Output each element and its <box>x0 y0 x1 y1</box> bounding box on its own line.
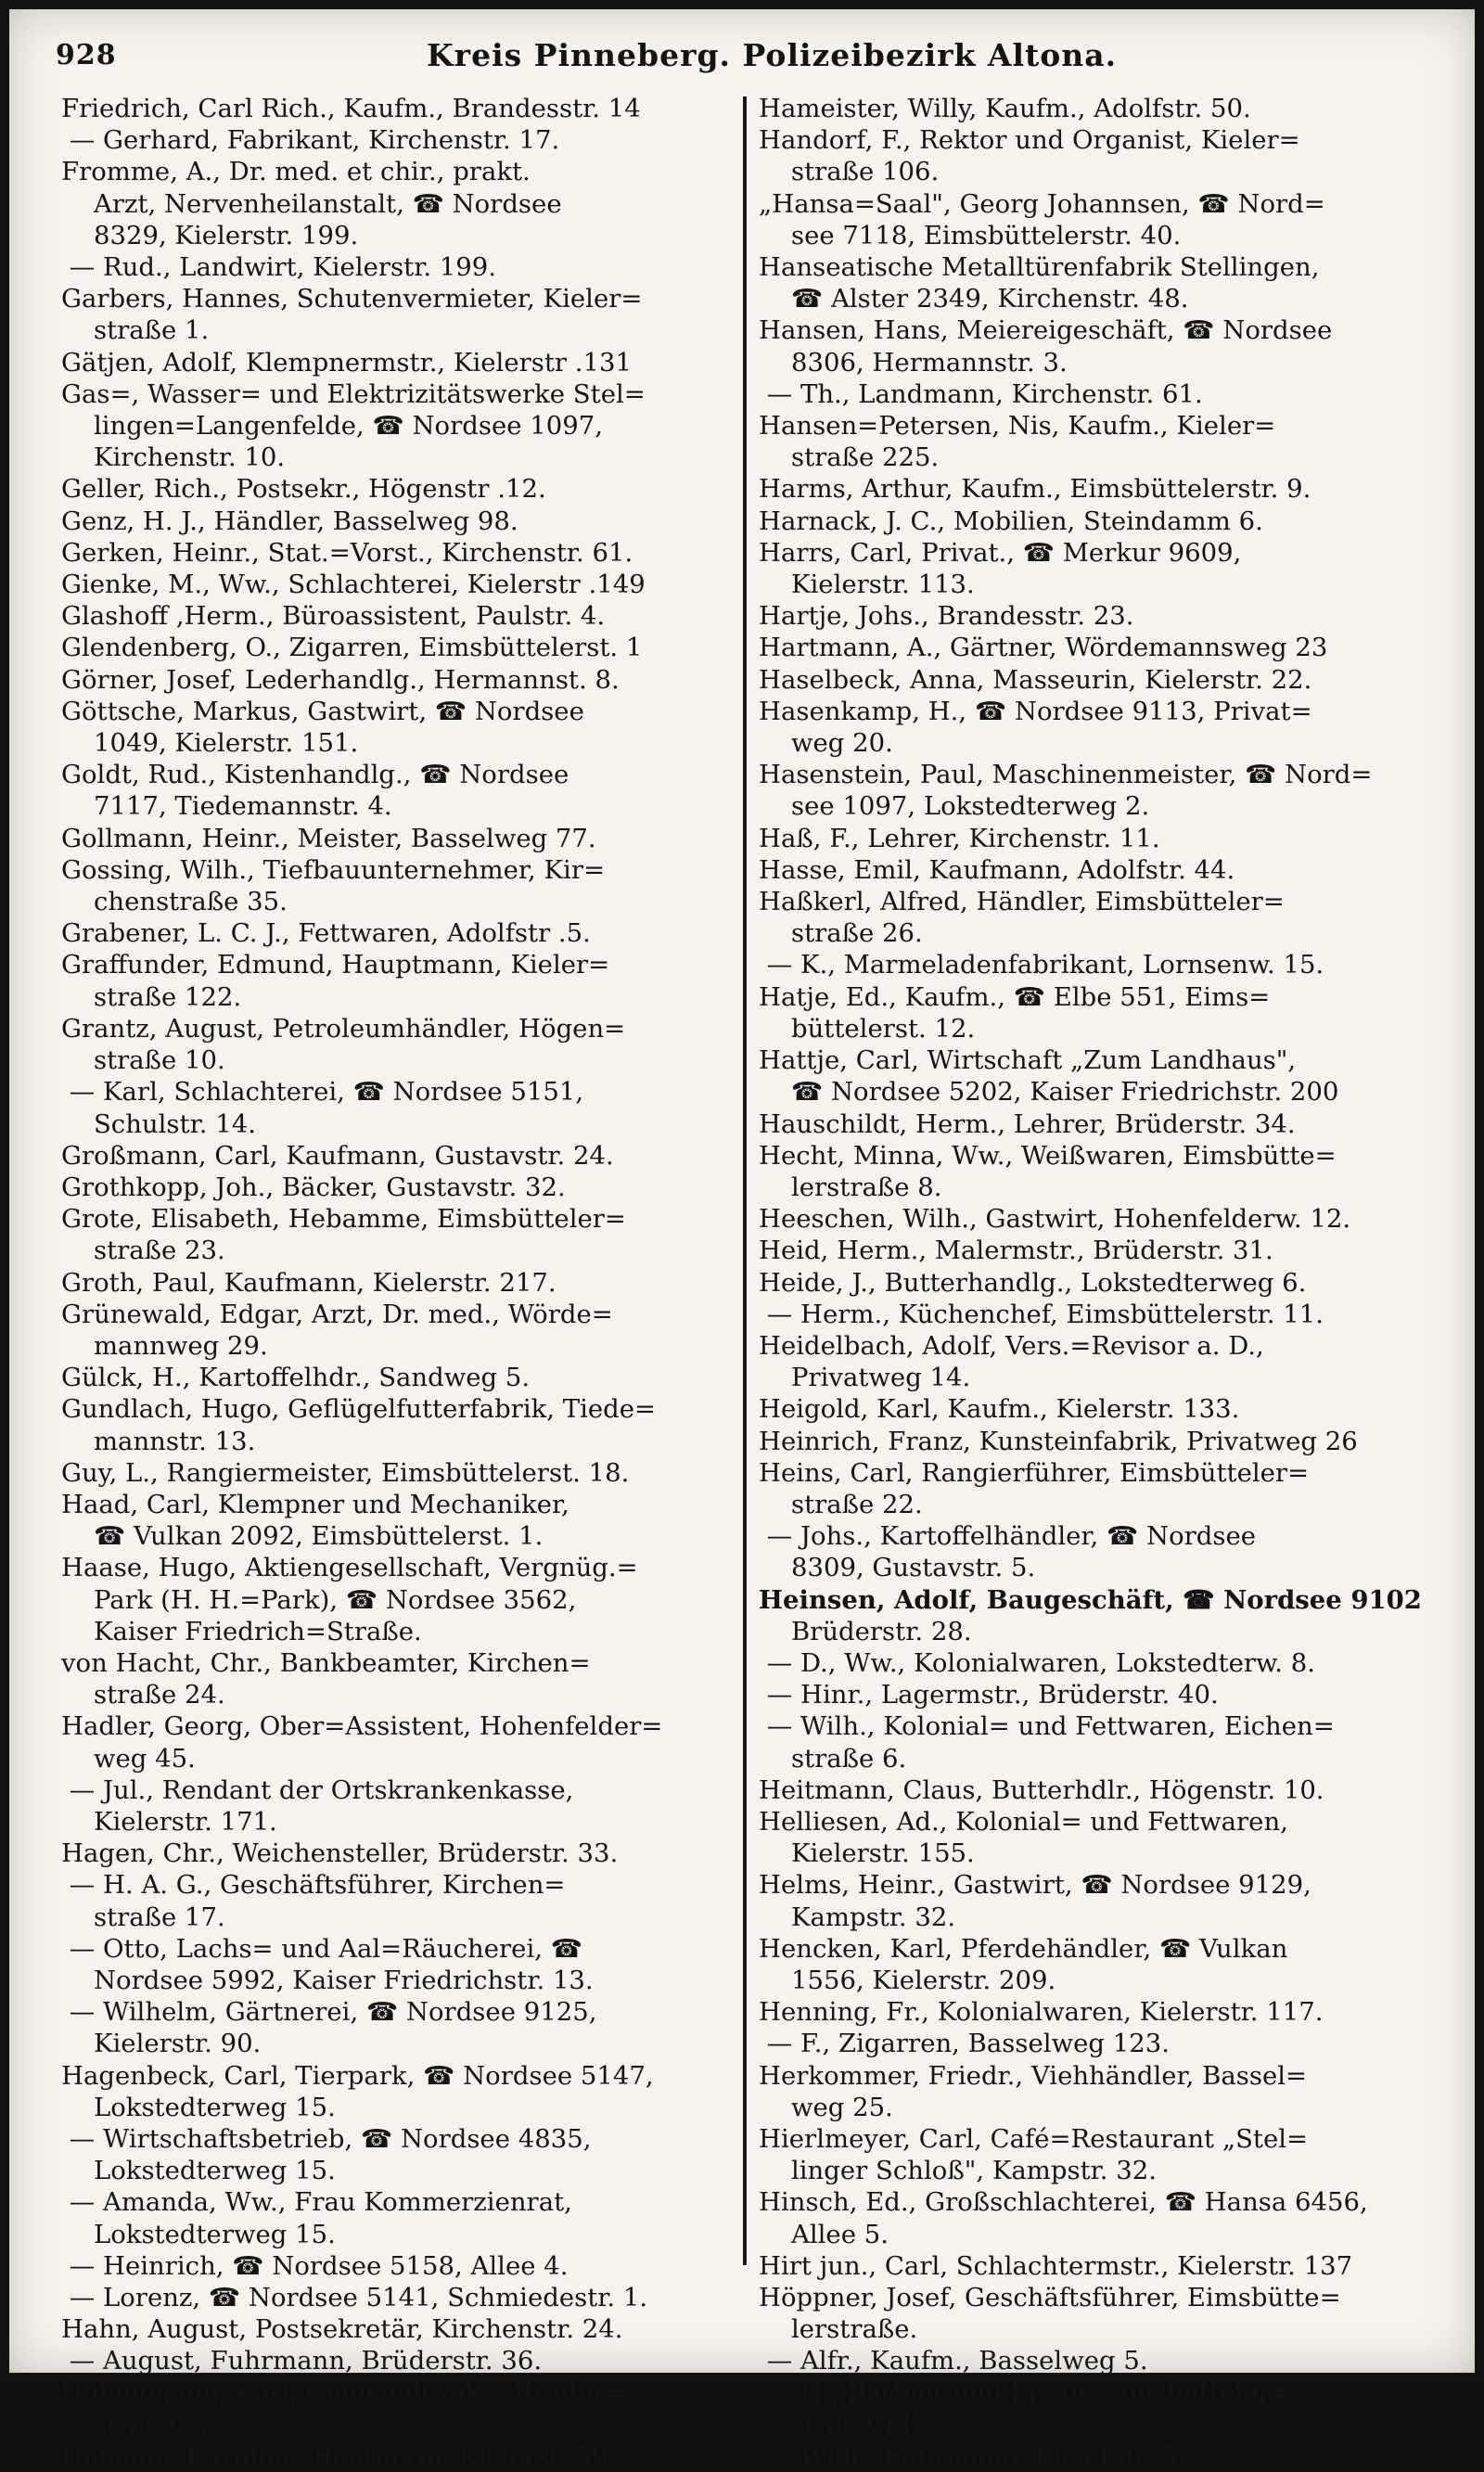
directory-entry-line: Hasenkamp, H., ☎ Nordsee 9113, Privat= <box>759 696 1312 726</box>
directory-entry-line: Kielerstr. 171. <box>61 1806 277 1837</box>
directory-entry-line: straße 1. <box>61 315 210 346</box>
page-header <box>56 33 1410 89</box>
directory-entry-line: „Hansa=Saal", Georg Johannsen, ☎ Nord= <box>759 188 1325 219</box>
directory-entry-line: Heinsen, Adolf, Baugeschäft, ☎ Nordsee 9102 <box>759 1584 1422 1615</box>
directory-entry-line: Heeschen, Wilh., Gastwirt, Hohenfelderw. 12. <box>759 1204 1351 1235</box>
directory-entry-line: straße 225. <box>759 442 940 473</box>
directory-entry-line: Allee 5. <box>759 2219 889 2249</box>
directory-entry-line: linger Schloß", Kampstr. 32. <box>759 2156 1157 2186</box>
directory-entry-line: — Jul., Rendant der Ortskrankenkasse, <box>61 1774 574 1805</box>
directory-entry-line: — Lorenz, ☎ Nordsee 5141, Schmiedestr. 1. <box>61 2283 648 2313</box>
directory-entry-line: Heins, Carl, Rangierführer, Eimsbütteler= <box>759 1457 1310 1488</box>
directory-entry-line: Hauschildt, Herm., Lehrer, Brüderstr. 34. <box>759 1108 1296 1139</box>
directory-entry-line: lerstraße. <box>759 2314 918 2345</box>
directory-entry-line: Glendenberg, O., Zigarren, Eimsbüttelerst. 1 <box>61 633 643 663</box>
directory-entry-line: Privatweg 14. <box>759 1363 971 1393</box>
directory-entry-line: lingen=Langenfelde, ☎ Nordsee 1097, <box>61 411 603 442</box>
directory-entry-line: Gossing, Wilh., Tiefbauunternehmer, Kir= <box>61 854 606 885</box>
directory-entry-line: Kaiser Friedrich=Straße. <box>61 1616 422 1646</box>
directory-entry-line: Haselbeck, Anna, Masseurin, Kielerstr. 22. <box>759 664 1312 695</box>
directory-entry-line: Gätjen, Adolf, Klempnermstr., Kielerstr .131 <box>61 347 633 378</box>
column-divider <box>743 96 747 2265</box>
directory-entry-line: mannstr. 13. <box>61 1426 256 1456</box>
directory-entry-line: Heitmann, Claus, Butterhdlr., Högenstr. 10. <box>759 1774 1324 1805</box>
directory-entry-line: Lokstedterweg 15. <box>61 2092 336 2122</box>
directory-entry-line: ☎ Nordsee 5202, Kaiser Friedrichstr. 200 <box>759 1077 1339 1108</box>
directory-entry-line: — Heinrich, ☎ Nordsee 5158, Allee 4. <box>61 2250 569 2281</box>
directory-entry-line: — Wilh., Kolonial= und Fettwaren, Eichen= <box>759 1711 1335 1742</box>
directory-entry-line: straße 23. <box>61 1236 225 1266</box>
directory-entry-line: 8306, Hermannstr. 3. <box>759 347 1068 378</box>
directory-entry-line: Harms, Arthur, Kaufm., Eimsbüttelerstr. 9. <box>759 474 1311 505</box>
directory-entry-line: — Wirtschaftsbetrieb, ☎ Nordsee 4835, <box>61 2124 592 2154</box>
directory-entry-line: Glashoff ,Herm., Büroassistent, Paulstr. 4. <box>61 601 606 632</box>
directory-entry-line: Gas=, Wasser= und Elektrizitätswerke Stel= <box>61 378 646 409</box>
directory-entry-line: ☎ Alster 2349, Kirchenstr. 48. <box>759 284 1189 314</box>
directory-entry-line: Gundlach, Hugo, Geflügelfutterfabrik, Tiede= <box>61 1394 657 1425</box>
directory-entry-line: — Gerhard, Fabrikant, Kirchenstr. 17. <box>61 125 560 156</box>
directory-entry-line: Heigold, Karl, Kaufm., Kielerstr. 133. <box>759 1394 1240 1425</box>
directory-entry-line: Haad, Carl, Klempner und Mechaniker, <box>61 1489 569 1519</box>
directory-entry-line: Hinsch, Ed., Großschlachterei, ☎ Hansa 6456, <box>759 2187 1368 2218</box>
directory-entry-line: straße 24. <box>61 1680 225 1710</box>
directory-entry-line: weg 25. <box>759 2092 893 2122</box>
page-number: 928 <box>56 39 117 71</box>
directory-entry-line: Hadler, Georg, Ober=Assistent, Hohenfelder= <box>61 1711 663 1742</box>
directory-entry-line: 8329, Kielerstr. 199. <box>61 220 359 250</box>
directory-entry-line: Hagenbeck, Carl, Tierpark, ☎ Nordsee 5147, <box>61 2060 654 2091</box>
directory-entry-line: Lokstedterweg 15. <box>61 2156 336 2186</box>
directory-entry-line: straße 10. <box>61 1045 225 1076</box>
directory-entry-line: Haß, F., Lehrer, Kirchenstr. 11. <box>759 823 1160 853</box>
directory-entry-line: Garbers, Hannes, Schutenvermieter, Kieler= <box>61 284 643 314</box>
directory-entry-line: Gienke, M., Ww., Schlachterei, Kielerstr .149 <box>61 570 646 600</box>
directory-entry-line: von Hacht, Chr., Bankbeamter, Kirchen= <box>61 1647 591 1678</box>
directory-entry-line: Park (H. H.=Park), ☎ Nordsee 3562, <box>61 1584 577 1615</box>
directory-entry-line: Heide, J., Butterhandlg., Lokstedterweg 6. <box>759 1267 1307 1298</box>
directory-entry-line: Kielerstr. 113. <box>759 570 975 600</box>
directory-entry-line: Genz, H. J., Händler, Basselweg 98. <box>61 506 518 536</box>
directory-entry-line: see 1097, Lokstedterweg 2. <box>759 791 1150 822</box>
directory-entry-line: Höppner, Josef, Geschäftsführer, Eimsbütte= <box>759 2283 1341 2313</box>
directory-entry-line: Hattje, Carl, Wirtschaft „Zum Landhaus", <box>759 1045 1297 1076</box>
directory-entry-line: Grünewald, Edgar, Arzt, Dr. med., Wörde= <box>61 1299 613 1329</box>
directory-entry-line: — Hinr., Lagermstr., Brüderstr. 40. <box>759 1680 1219 1710</box>
directory-entry-line: Hartmann, A., Gärtner, Wördemannsweg 23 <box>759 633 1328 663</box>
directory-entry-line: Gülck, H., Kartoffelhdr., Sandweg 5. <box>61 1363 531 1393</box>
directory-entry-line: — Karl, Schlachterei, ☎ Nordsee 5151, <box>61 1077 584 1108</box>
directory-entry-line: — F., Zigarren, Basselweg 123. <box>759 2029 1170 2059</box>
directory-entry-line: Nordsee 5992, Kaiser Friedrichstr. 13. <box>61 1965 594 1995</box>
directory-entry-line: Hahn, August, Postsekretär, Kirchenstr. 24. <box>61 2314 623 2345</box>
directory-entry-line: Groth, Paul, Kaufmann, Kielerstr. 217. <box>61 1267 556 1298</box>
directory-entry-line: büttelerst. 12. <box>759 1013 976 1044</box>
directory-entry-line: Hasse, Emil, Kaufmann, Adolfstr. 44. <box>759 854 1235 885</box>
directory-entry-line: Geller, Rich., Postsekr., Högenstr .12. <box>61 474 546 505</box>
directory-entry-line: Großmann, Carl, Kaufmann, Gustavstr. 24. <box>61 1140 614 1171</box>
directory-entry-line: Hansen, Hans, Meiereigeschäft, ☎ Nordsee <box>759 315 1333 346</box>
directory-entry-line: Hameister, Willy, Kaufm., Adolfstr. 50. <box>759 94 1251 123</box>
directory-entry-line: 1556, Kielerstr. 209. <box>759 1965 1056 1995</box>
directory-entry-line: Hartje, Johs., Brandesstr. 23. <box>759 601 1134 632</box>
directory-entry-line: straße 6. <box>759 1743 907 1774</box>
directory-entry-line: Kielerstr. 90. <box>61 2029 262 2059</box>
directory-entry-line: Hecht, Minna, Ww., Weißwaren, Eimsbütte= <box>759 1140 1337 1171</box>
directory-entry-line: Hagen, Chr., Weichensteller, Brüderstr. 33. <box>61 1838 619 1869</box>
directory-entry-line: straße 26. <box>759 918 923 949</box>
directory-entry-line: Kampstr. 32. <box>759 1902 956 1932</box>
directory-entry-line: Schulstr. 14. <box>61 1108 256 1139</box>
directory-entry-line: straße 22. <box>759 1489 923 1519</box>
directory-entry-line: Brüderstr. 28. <box>759 1616 972 1646</box>
directory-entry-line: Graffunder, Edmund, Hauptmann, Kieler= <box>61 950 610 980</box>
directory-entry-line: Haßkerl, Alfred, Händler, Eimsbütteler= <box>759 887 1285 917</box>
directory-entry-line: lerstraße 8. <box>759 1172 942 1202</box>
directory-entry-line: — Wilhelm, Gärtnerei, ☎ Nordsee 9125, <box>61 1997 597 2028</box>
directory-entry-line: Helms, Heinr., Gastwirt, ☎ Nordsee 9129, <box>759 1870 1311 1901</box>
directory-entry-line: Harrs, Carl, Privat., ☎ Merkur 9609, <box>759 537 1242 568</box>
directory-entry-line: Gerken, Heinr., Stat.=Vorst., Kirchenstr. 61. <box>61 537 633 568</box>
directory-entry-line: straße 106. <box>759 157 940 187</box>
directory-entry-line: Hatje, Ed., Kaufm., ☎ Elbe 551, Eims= <box>759 981 1271 1012</box>
left-column <box>61 93 736 2472</box>
directory-entry-line: — D., Ww., Kolonialwaren, Lokstedterw. 8. <box>759 1647 1315 1678</box>
directory-entry-line: straße 11. <box>759 2409 923 2440</box>
directory-entry-line: 7117, Tiedemannstr. 4. <box>61 791 392 822</box>
directory-entry-line: Herkommer, Friedr., Viehhändler, Bassel= <box>759 2060 1308 2091</box>
directory-entry-line: Handorf, F., Rektor und Organist, Kieler= <box>759 125 1300 156</box>
directory-entry-line: straße 122. <box>61 981 242 1012</box>
directory-entry-line: Kirchenstr. 10. <box>61 442 286 473</box>
directory-entry-line: 1049, Kielerstr. 151. <box>61 728 359 759</box>
directory-entry-line: Hamann, Caroline, Rentnerin, Kielerst. 59. <box>61 2441 618 2472</box>
directory-entry-line: Hansen=Petersen, Nis, Kaufm., Kieler= <box>759 411 1276 442</box>
directory-entry-line: mannweg 29. <box>61 1330 268 1361</box>
directory-entry-line: chenstraße 35. <box>61 887 288 917</box>
directory-entry-line: Henning, Fr., Kolonialwaren, Kielerstr. 117. <box>759 1997 1324 2028</box>
directory-entry-line: Heinrich, Franz, Kunsteinfabrik, Privatweg 26 <box>759 1426 1358 1456</box>
directory-entry-line: — H., Barbier und Frisör, Eimsbütteler= <box>759 2377 1292 2408</box>
directory-entry-line: Grantz, August, Petroleumhändler, Högen= <box>61 1013 626 1044</box>
directory-entry-line: Hencken, Karl, Pferdehändler, ☎ Vulkan <box>759 1933 1288 1964</box>
right-column <box>759 93 1428 2472</box>
directory-entry-line: Harnack, J. C., Mobilien, Steindamm 6. <box>759 506 1263 536</box>
directory-entry-line: Goldt, Rud., Kistenhandlg., ☎ Nordsee <box>61 760 569 790</box>
directory-entry-line: Arzt, Nervenheilanstalt, ☎ Nordsee <box>61 188 562 219</box>
directory-entry-line: straße 28. <box>61 2409 225 2440</box>
directory-entry-line: Friedrich, Carl Rich., Kaufm., Brandesstr. 14 <box>61 94 641 123</box>
directory-entry-line: Heidelbach, Adolf, Vers.=Revisor a. D., <box>759 1330 1264 1361</box>
directory-entry-line: Haase, Hugo, Aktiengesellschaft, Vergnüg.= <box>61 1553 638 1583</box>
directory-entry-line: — Johs., Kartoffelhändler, ☎ Nordsee <box>759 1521 1257 1552</box>
directory-entry-line: Hanseatische Metalltürenfabrik Stellingen, <box>759 252 1320 283</box>
directory-entry-line: Grabener, L. C. J., Fettwaren, Adolfstr .5. <box>61 918 591 949</box>
directory-entry-line: Grote, Elisabeth, Hebamme, Eimsbütteler= <box>61 1204 626 1235</box>
directory-entry-line: ☎ Vulkan 2092, Eimsbüttelerst. 1. <box>61 1521 544 1552</box>
directory-entry-line: Guy, L., Rangiermeister, Eimsbüttelerst. 18. <box>61 1457 630 1488</box>
directory-entry-line: straße 17. <box>61 1902 225 1932</box>
directory-entry-line: weg 20. <box>759 728 893 759</box>
directory-entry-line: — Alfr., Kaufm., Basselweg 5. <box>759 2346 1148 2376</box>
directory-entry-line: Göttsche, Markus, Gastwirt, ☎ Nordsee <box>61 696 584 726</box>
directory-entry-line: see 7118, Eimsbüttelerstr. 40. <box>759 220 1182 250</box>
directory-entry-line: Grothkopp, Joh., Bäcker, Gustavstr. 32. <box>61 1172 566 1202</box>
directory-entry-line: Hierlmeyer, Carl, Café=Restaurant „Stel= <box>759 2124 1309 2154</box>
directory-entry-line: — Amanda, Ww., Frau Kommerzienrat, <box>61 2187 572 2218</box>
directory-entry-line: Gollmann, Heinr., Meister, Basselweg 77. <box>61 823 596 853</box>
directory-entry-line: — Th., Landmann, Kirchenstr. 61. <box>759 378 1203 409</box>
directory-entry-line: Lokstedterweg 15. <box>61 2219 336 2249</box>
directory-entry-line: — Herm., Küchenchef, Eimsbüttelerstr. 11. <box>759 1299 1324 1329</box>
directory-entry-line: — Rud., Landwirt, Kielerstr. 199. <box>61 252 497 283</box>
directory-entry-line: — August, Fuhrmann, Brüderstr. 36. <box>61 2346 543 2376</box>
directory-entry-line: Helliesen, Ad., Kolonial= und Fettwaren, <box>759 1806 1288 1837</box>
directory-entry-line: Hahnemann, Karl, Gemeindesekr., Brüder= <box>61 2377 627 2408</box>
directory-entry-line: Heid, Herm., Malermstr., Brüderstr. 31. <box>759 1236 1273 1266</box>
directory-entry-line: 8309, Gustavstr. 5. <box>759 1553 1036 1583</box>
directory-entry-line: — Otto, Lachs= und Aal=Räucherei, ☎ <box>61 1933 582 1964</box>
directory-entry-line: weg 45. <box>61 1743 196 1774</box>
running-head: Kreis Pinneberg. Polizeibezirk Altona. <box>427 37 1118 73</box>
directory-entry-line: Hirt jun., Carl, Schlachtermstr., Kielerstr. 137 <box>759 2250 1353 2281</box>
directory-entry-line: Kielerstr. 155. <box>759 1838 975 1869</box>
directory-entry-line: Hasenstein, Paul, Maschinenmeister, ☎ Nord= <box>759 760 1373 790</box>
directory-entry-line: — H. A. G., Geschäftsführer, Kirchen= <box>61 1870 566 1901</box>
directory-entry-line: Fromme, A., Dr. med. et chir., prakt. <box>61 157 531 187</box>
directory-entry-line: Görner, Josef, Lederhandlg., Hermannst. 8. <box>61 664 620 695</box>
directory-entry-line: — K., Marmeladenfabrikant, Lornsenw. 15. <box>759 950 1324 980</box>
directory-entry-line: — Wilh., Fuhrmann, Kielerstr. 5. <box>759 2441 1186 2472</box>
